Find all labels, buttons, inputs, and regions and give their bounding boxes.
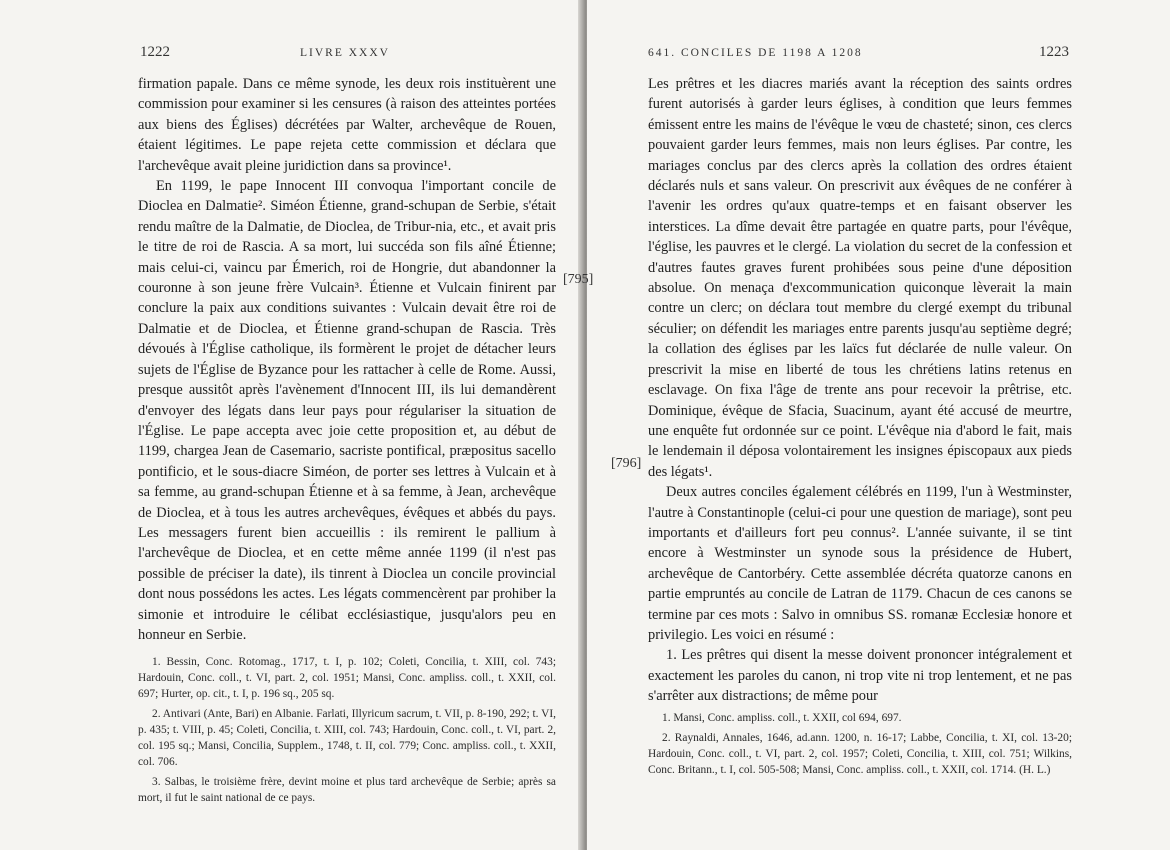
right-page-number: 1223 — [1039, 44, 1069, 60]
left-paragraph-2: En 1199, le pape Innocent III convoqua l'important concile de Dioclea en Dalmatie². Siméon Étienne, grand-schupan de Serbie, s'était rendu maître de la Dalmatie, de Dioclea, de Tribur-nia, etc., et avait pris le titre de roi de Rascia. A sa mort, lui succéda son fils aîné Étienne; mais celui-ci, vaincu par Émerich, roi de Hongrie, dut abandonner la couronne à son jeune frère Vulcain³. Étienne et Vulcain finirent par conclure la paix aux conditions suivantes : Vulcain devait être roi de Dalmatie et de Dioclea, et Étienne grand-schupan de Rascia. Très dévoués à l'Église catholique, ils formèrent le projet de détacher leurs sujets de l'Église de Byzance pour les rattacher à celle de Rome. Aussi, presque aussitôt après l'avènement d'Innocent III, ils lui demandèrent d'envoyer des légats dans leur pays pour régulariser la situation de l'Église. Le pape accepta avec joie cette proposition et, au début de 1199, chargea Jean de Casemario, sacriste pontifical, præpositus sacello pontificio, et le sous-diacre Siméon, de porter ses lettres à Vulcain et à sa femme, au grand-schupan Étienne et à sa femme, à Jean, archevêque de Dioclea, et à tous les autres archevêques, évêques et abbés du pays. Les messagers furent bien accueillis : ils remirent le pallium à l'archevêque de Dioclea, et en cette même année 1199 (il n'est pas possible de préciser la date), ils tinrent à Dioclea un concile provincial dont nous possédons les actes. Les légats commencèrent par prohiber la simonie et introduire le célibat ecclésiastique, jusqu'alors peu en honneur en Serbie. — [138, 178, 556, 643]
right-paragraph-3: 1. Les prêtres qui disent la messe doivent prononcer intégralement et exactement les paroles du canon, ni trop vite ni trop lentement, et ne pas s'arrêter aux distractions; de même pour — [648, 647, 1072, 705]
left-page — [0, 0, 583, 850]
left-footnote-2: 2. Antivari (Ante, Bari) en Albanie. Farlati, Illyricum sacrum, t. VII, p. 8-190, 292; t. VI, p. 435; t. VIII, p. 45; Coleti, Concilia, t. XIII, col. 743; Hardouin, Conc. coll., t. VI, part. 2, col. 195 sq.; Mansi, Concilia, Supplem., 1748, t. II, col. 779; Conc. ampliss. coll., t. XXII, col. 706. — [138, 708, 556, 768]
right-footnote-2: 2. Raynaldi, Annales, 1646, ad.ann. 1200, n. 16-17; Labbe, Concilia, t. XI, col. 13-20; Hardouin, Conc. coll., t. VI, part. 2, col. 1957; Coleti, Concilia, t. XIII, col. 751; Wilkins, Conc. Britann., t. I, col. 505-508; Mansi, Conc. ampliss. coll., t. XXII, col. 1714. (H. L.) — [648, 732, 1072, 776]
right-footnote-1: 1. Mansi, Conc. ampliss. coll., t. XXII, col 694, 697. — [662, 712, 902, 724]
left-footnotes — [138, 654, 556, 810]
left-footnote-3: 3. Salbas, le troisième frère, devint moine et plus tard archevêque de Serbie; après sa mort, il fut le saint national de ce pays. — [138, 776, 556, 804]
left-footnote-1: 1. Bessin, Conc. Rotomag., 1717, t. I, p. 102; Coleti, Concilia, t. XIII, col. 743; Hardouin, Conc. coll., t. VI, part. 2, col. 1951; Mansi, Conc. ampliss. coll., t. XXII, col. 697; Hurter, op. cit., t. I, p. 196 sq., 205 sq. — [138, 656, 556, 700]
left-page-number: 1222 — [140, 44, 170, 60]
left-running-title: LIVRE XXXV — [300, 47, 390, 59]
right-page — [587, 0, 1170, 850]
right-running-title: 641. CONCILES DE 1198 A 1208 — [648, 47, 863, 59]
right-footnotes — [648, 710, 1072, 782]
left-paragraph-1: firmation papale. Dans ce même synode, les deux rois instituèrent une commission pour examiner si les censures (à raison des atteintes portées aux biens des Églises) décrétées par Walter, archevêque de Rouen, étaient légitimes. Le pape rejeta cette commission et déclara que l'archevêque avait pleine juridiction dans sa province¹. — [138, 76, 556, 174]
right-paragraph-2: Deux autres conciles également célébrés en 1199, l'un à Westminster, l'autre à Constantinople (celui-ci pour une question de mariage), sont peu importants et d'ailleurs fort peu connus². L'année suivante, il se tint encore à Westminster un synode sous la présidence de Hubert, archevêque de Cantorbéry. Cette assemblée décréta quatorze canons en partie empruntés au concile de Latran de 1179. Chacun de ces canons se termine par ces mots : Salvo in omnibus SS. romanæ Ecclesiæ honore et privilegio. Les voici en résumé : — [648, 484, 1072, 643]
margin-ref-795: [795] — [563, 272, 594, 287]
margin-ref-796: [796] — [611, 456, 642, 471]
right-paragraph-1: Les prêtres et les diacres mariés avant la réception des saints ordres furent autorisés à garder leurs églises, à condition que leurs femmes émissent entre les mains de l'évêque le vœu de chasteté; sinon, ces clercs pouvaient garder leurs femmes, mais non leurs églises. Par contre, les mariages conclus par des clercs après la collation des ordres étaient déclarés nuls et sans valeur. On prescrivit aux évêques de ne conférer à l'avenir les ordres qu'aux quatre-temps et en faisant observer les interstices. La dîme devait être partagée en quatre parts, pour l'évêque, l'église, les pauvres et le clergé. La violation du secret de la confession et d'autres fautes graves furent prohibées sous peine d'une déposition absolue. On menaça d'excommunication quiconque lèverait la main contre un clerc; on déclara tout membre du clergé exempt du tribunal séculier; on défendit les mariages entre parents jusqu'au septième degré; la collation des églises par les laïcs fut déclarée de nulle valeur. On prescrivit la mise en liberté de tous les chrétiens latins retenus en esclavage. On fixa l'âge de trente ans pour recevoir la prêtrise, etc. Dominique, évêque de Sfacia, Suacinum, ayant été accusé de meurtre, une enquête fut ordonnée sur ce point. L'évêque nia d'abord le fait, mais le lendemain il déposa volontairement les insignes épiscopaux aux pieds des légats¹. — [648, 76, 1072, 480]
left-body-text — [138, 74, 556, 645]
right-body-text — [648, 74, 1072, 707]
